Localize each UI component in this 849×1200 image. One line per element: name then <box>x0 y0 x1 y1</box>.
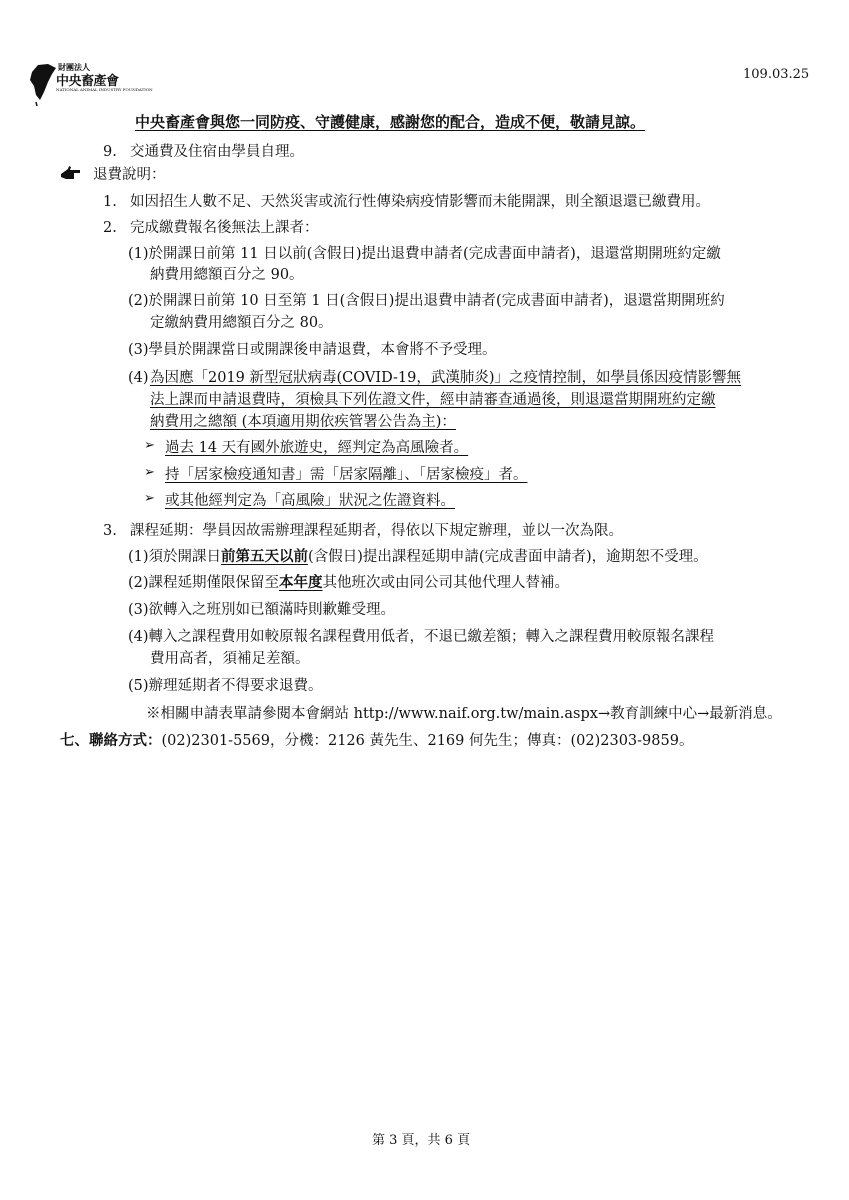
document-date: 109.03.25 <box>743 67 810 82</box>
contact-text: (02)2301-5569，分機：2126 黃先生、2169 何先生；傳真：(02)2303-9859。 <box>161 733 694 749</box>
refund-item2-sub2-line2: 定繳納費用總額百分之 80。 <box>150 315 333 331</box>
sub2-year-emphasis: 本年度 <box>279 574 323 591</box>
refund-item2-sub1-line2: 納費用總額百分之 90。 <box>150 267 304 283</box>
refund-item1-text: 如因招生人數不足、天然災害或流行性傳染病疫情影響而未能開課，則全額退還已繳費用。 <box>130 194 710 210</box>
arrow-bullet-icon: ➢ <box>144 465 155 480</box>
refund-item2-sub4-line3: 納費用之總額 (本項適用期依疾管署公告為主)： <box>150 414 456 430</box>
contact-line <box>60 731 693 751</box>
sub1-part-c: (含假日)提出課程延期申請(完成書面申請者)，逾期恕不受理。 <box>308 549 708 565</box>
refund-item2-number: 2. <box>103 220 117 236</box>
refund-item3-sub1 <box>128 547 708 567</box>
sub2-part-a: (2)課程延期僅限保留至 <box>128 575 280 591</box>
sub1-deadline-emphasis: 前第五天以前 <box>221 548 309 565</box>
sub1-part-a: (1)須於開課日 <box>128 549 222 565</box>
arrow-bullet-icon: ➢ <box>144 491 155 506</box>
refund-item1-number: 1. <box>103 194 117 210</box>
refund-item3-sub4-line2: 費用高者，須補足差額。 <box>150 651 310 667</box>
covid-bullet-2: 持「居家檢疫通知書」需「居家隔離」、「居家檢疫」者。 <box>165 467 528 483</box>
covid-bullet-1: 過去 14 天有國外旅遊史，經判定為高風險者。 <box>165 440 469 456</box>
refund-item2-sub3: (3)學員於開課當日或開課後申請退費，本會將不予受理。 <box>128 342 497 358</box>
refund-item2-sub4-line1: 為因應「2019 新型冠狀病毒(COVID-19，武漢肺炎)」之疫情控制，如學員係因疫情影響無 <box>150 370 741 386</box>
covid-bullet-3: 或其他經判定為「高風險」狀況之佐證資料。 <box>165 493 455 509</box>
pointing-hand-icon <box>60 165 82 181</box>
page-number: 第 3 頁，共 6 頁 <box>372 1133 471 1148</box>
refund-item3-sub4-line1: (4)轉入之課程費用如較原報名課程費用低者，不退已繳差額；轉入之課程費用較原報名課程 <box>128 629 715 645</box>
item9-text: 交通費及住宿由學員自理。 <box>130 144 304 160</box>
refund-item2-sub4-line2: 法上課而申請退費時，須檢具下列佐證文件，經申請審查通過後，則退還當期開班約定繳 <box>150 392 716 408</box>
refund-heading: 退費說明： <box>93 167 166 183</box>
refund-item3-text: 課程延期：學員因故需辦理課程延期者，得依以下規定辦理，並以一次為限。 <box>130 523 623 539</box>
refund-item2-sub2-line1: (2)於開課日前第 10 日至第 1 日(含假日)提出退費申請者(完成書面申請者)，退還當期開班約 <box>128 293 725 309</box>
refund-item3-sub3: (3)欲轉入之班別如已額滿時則歉難受理。 <box>128 602 396 618</box>
refund-item3-number: 3. <box>103 523 117 539</box>
item9-number: 9. <box>103 144 117 160</box>
logo-subtitle: 財團法人 <box>58 62 90 72</box>
logo-english: NATIONAL ANIMAL INDUSTRY FOUNDATION <box>56 87 153 92</box>
refund-item2-text: 完成繳費報名後無法上課者： <box>130 220 319 236</box>
logo <box>28 62 153 102</box>
arrow-bullet-icon: ➢ <box>144 438 155 453</box>
sub2-part-c: 其他班次或由同公司其他代理人替補。 <box>322 575 570 591</box>
logo-title: 中央畜產會 <box>56 74 119 89</box>
refund-item3-sub5: (5)辦理延期者不得要求退費。 <box>128 678 323 694</box>
refund-item3-sub2 <box>128 573 569 593</box>
banner-notice: 中央畜產會與您一同防疫、守護健康，感謝您的配合，造成不便，敬請見諒。 <box>135 113 646 131</box>
refund-item2-sub4-prefix: (4) <box>128 370 149 386</box>
website-note: ※相關申請表單請參閱本會網站 http://www.naif.org.tw/main.aspx→教育訓練中心→最新消息。 <box>146 706 782 722</box>
refund-item2-sub1-line1: (1)於開課日前第 11 日以前(含假日)提出退費申請者(完成書面申請者)，退還當期開班約定繳 <box>128 246 721 262</box>
contact-label: 七、聯絡方式： <box>60 732 162 749</box>
